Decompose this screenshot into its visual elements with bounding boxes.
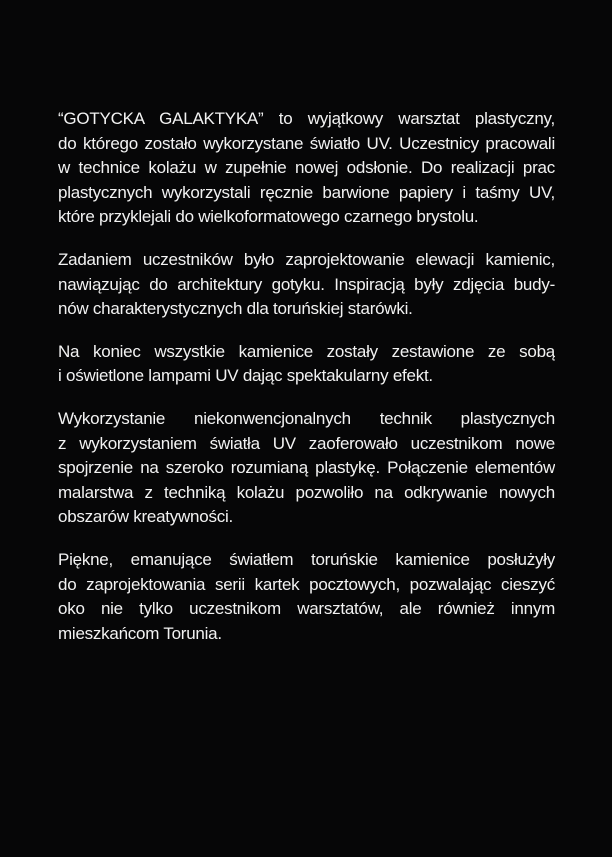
text-line: do którego zostało wykorzystane światło UV. Uczestnicy pracowali xyxy=(58,133,555,153)
paragraph xyxy=(58,548,555,646)
paragraph xyxy=(58,407,555,530)
text-line: Na koniec wszystkie kamienice zostały zestawione ze sobą xyxy=(58,341,555,361)
text-line: “GOTYCKA GALAKTYKA” to wyjątkowy warsztat plastyczny, xyxy=(58,109,555,128)
text-line: mieszkańcom Torunia. xyxy=(58,623,222,643)
text-line: obszarów kreatywności. xyxy=(58,507,233,527)
text-line: nawiązując do architektury gotyku. Inspiracją były zdjęcia budy- xyxy=(58,274,555,294)
text-line: w technice kolażu w zupełnie nowej odsłonie. Do realizacji prac xyxy=(58,158,555,178)
text-line: do zaprojektowania serii kartek pocztowych, pozwalając cieszyć xyxy=(58,574,555,594)
text-line: z wykorzystaniem światła UV zaoferowało uczestnikom nowe xyxy=(58,433,555,453)
text-line: które przyklejali do wielkoformatowego czarnego brystolu. xyxy=(58,207,479,227)
text-line: spojrzenie na szeroko rozumianą plastykę. Połączenie elementów xyxy=(58,458,555,478)
paragraph xyxy=(58,107,555,230)
text-line: Wykorzystanie niekonwencjonalnych technik plastycznych xyxy=(58,408,555,428)
text-line: nów charakterystycznych dla toruńskiej starówki. xyxy=(58,299,413,319)
text-line: i oświetlone lampami UV dając spektakularny efekt. xyxy=(58,366,433,386)
text-line: malarstwa z techniką kolażu pozwoliło na odkrywanie nowych xyxy=(58,482,555,502)
text-line: oko nie tylko uczestnikom warsztatów, ale również innym xyxy=(58,599,555,619)
text-line: plastycznych wykorzystali ręcznie barwione papiery i taśmy UV, xyxy=(58,182,555,202)
paragraph xyxy=(58,340,555,389)
text-line: Zadaniem uczestników było zaprojektowanie elewacji kamienic, xyxy=(58,249,555,269)
text-line: Piękne, emanujące światłem toruńskie kamienice posłużyły xyxy=(58,549,555,569)
article-text xyxy=(58,107,555,664)
paragraph xyxy=(58,248,555,322)
